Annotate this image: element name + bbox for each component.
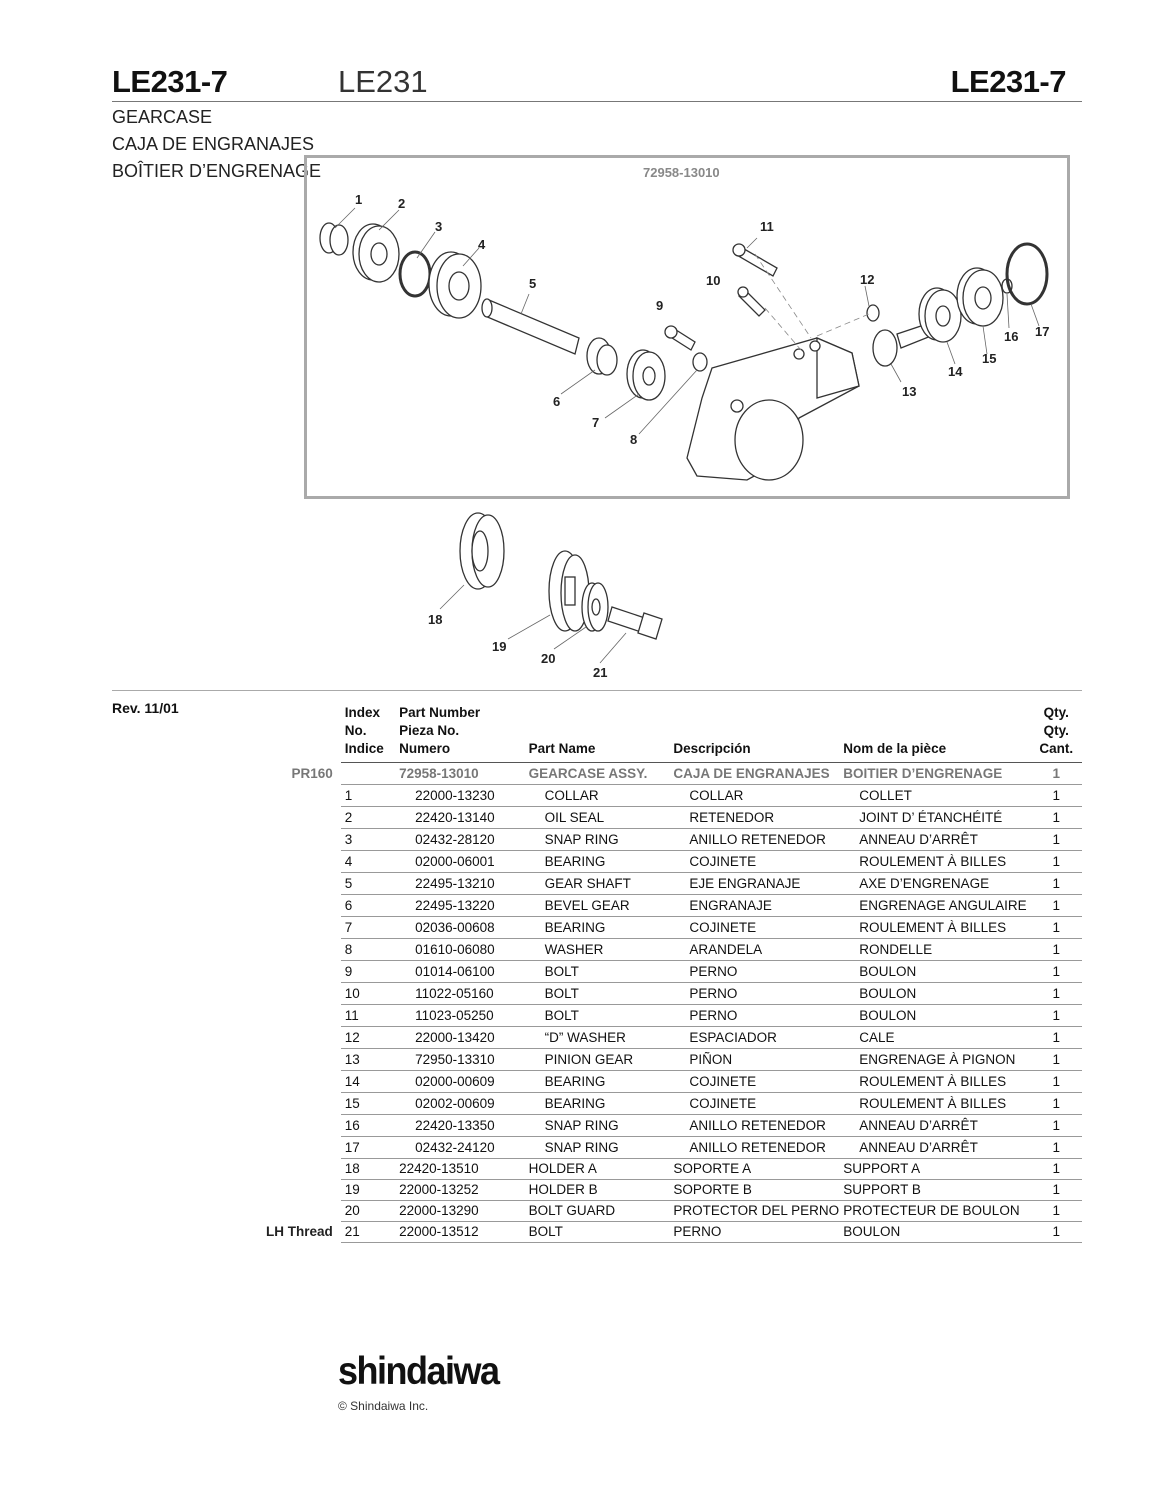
cell-part-name: SNAP RING: [525, 1137, 670, 1159]
cell-qty: 1: [1027, 895, 1082, 917]
cell-part-number: 22000-13230: [395, 785, 525, 807]
assembly-row: [262, 763, 1082, 785]
cell-nom: CALE: [839, 1027, 1026, 1049]
assembly-ref-label: 72958-13010: [643, 165, 720, 180]
cell-nom: ROULEMENT À BILLES: [839, 851, 1026, 873]
cell-part-number: 02432-28120: [395, 829, 525, 851]
shindaiwa-logo: shindaiwa: [338, 1348, 499, 1393]
cell-part-number: 22495-13220: [395, 895, 525, 917]
table-row: [262, 1005, 1082, 1027]
cell-qty: 1: [1027, 1027, 1082, 1049]
row-label: LH Thread: [266, 1224, 333, 1239]
exploded-diagram: [304, 155, 1070, 499]
cell-index: 15: [341, 1093, 395, 1115]
row-label: [262, 851, 341, 873]
cell-part-number: 02002-00609: [395, 1093, 525, 1115]
cell-descripcion: PERNO: [669, 1222, 839, 1243]
cell-part-name: PINION GEAR: [525, 1049, 670, 1071]
table-header-row: [262, 704, 1082, 763]
cell-qty: 1: [1027, 1222, 1082, 1243]
doc-code-right: LE231-7: [950, 64, 1066, 99]
row-label: [262, 873, 341, 895]
callout-15: 15: [982, 351, 997, 366]
cell-part-name: SNAP RING: [525, 829, 670, 851]
row-label: [262, 1180, 341, 1201]
table-row: [262, 1071, 1082, 1093]
cell-part-number: 22000-13290: [395, 1201, 525, 1222]
cell-descripcion: SOPORTE B: [669, 1180, 839, 1201]
cell-part-name: BEARING: [525, 917, 670, 939]
cell-index: 11: [341, 1005, 395, 1027]
cell-nom: ENGRENAGE ANGULAIRE: [839, 895, 1026, 917]
cell-nom: ANNEAU D’ARRÊT: [839, 1137, 1026, 1159]
col-nom: Nom de la pièce: [839, 704, 1026, 763]
cell-nom: SUPPORT B: [839, 1180, 1026, 1201]
cell-part-name: SNAP RING: [525, 1115, 670, 1137]
cell-part-name: “D” WASHER: [525, 1027, 670, 1049]
cell-part-number: 11022-05160: [395, 983, 525, 1005]
callout-10: 10: [706, 273, 721, 288]
cell-descripcion: ESPACIADOR: [669, 1027, 839, 1049]
cell-nom: ROULEMENT À BILLES: [839, 1093, 1026, 1115]
cell-index: 17: [341, 1137, 395, 1159]
table-row: [262, 807, 1082, 829]
row-label: [262, 895, 341, 917]
callout-18: 18: [428, 612, 443, 627]
col-descripcion: Descripción: [669, 704, 839, 763]
col-qty: Qty. Qty. Cant.: [1027, 704, 1082, 763]
cell-nom: BOULON: [839, 961, 1026, 983]
cell-nom: ENGRENAGE À PIGNON: [839, 1049, 1026, 1071]
holder-parts-drawing: [400, 505, 700, 685]
callout-20: 20: [541, 651, 556, 666]
cell-nom: ROULEMENT À BILLES: [839, 1071, 1026, 1093]
cell-index: 18: [341, 1159, 395, 1180]
table-row: [262, 1115, 1082, 1137]
cell-index: 3: [341, 829, 395, 851]
assembly-label: PR160: [291, 766, 333, 781]
cell-index: 8: [341, 939, 395, 961]
cell-index: 4: [341, 851, 395, 873]
callout-19: 19: [492, 639, 507, 654]
parts-table: [262, 704, 1082, 1243]
cell-descripcion: PERNO: [669, 961, 839, 983]
assembly-nom: BOITIER D’ENGRENAGE: [839, 763, 1026, 785]
cell-descripcion: ANILLO RETENEDOR: [669, 829, 839, 851]
cell-descripcion: EJE ENGRANAJE: [669, 873, 839, 895]
cell-part-number: 01610-06080: [395, 939, 525, 961]
cell-part-number: 02036-00608: [395, 917, 525, 939]
row-label: [262, 917, 341, 939]
assembly-descripcion: CAJA DE ENGRANAJES: [669, 763, 839, 785]
cell-index: 12: [341, 1027, 395, 1049]
cell-part-name: BOLT: [525, 983, 670, 1005]
cell-qty: 1: [1027, 873, 1082, 895]
callout-7: 7: [592, 415, 600, 430]
row-label: [262, 961, 341, 983]
cell-descripcion: COLLAR: [669, 785, 839, 807]
cell-part-number: 22420-13350: [395, 1115, 525, 1137]
row-label: [262, 1093, 341, 1115]
cell-nom: BOULON: [839, 1222, 1026, 1243]
cell-part-number: 22420-13510: [395, 1159, 525, 1180]
callout-1: 1: [355, 192, 363, 207]
cell-nom: BOULON: [839, 983, 1026, 1005]
cell-descripcion: COJINETE: [669, 1093, 839, 1115]
cell-qty: 1: [1027, 1049, 1082, 1071]
section-titles: [112, 104, 321, 185]
table-row: [262, 829, 1082, 851]
callout-2: 2: [398, 196, 406, 211]
cell-qty: 1: [1027, 851, 1082, 873]
cell-qty: 1: [1027, 1115, 1082, 1137]
cell-descripcion: RETENEDOR: [669, 807, 839, 829]
model-name: LE231: [338, 64, 428, 99]
cell-descripcion: PERNO: [669, 1005, 839, 1027]
cell-nom: COLLET: [839, 785, 1026, 807]
title-en: GEARCASE: [112, 107, 213, 127]
cell-part-number: 02432-24120: [395, 1137, 525, 1159]
table-row: [262, 1201, 1082, 1222]
table-row: [262, 983, 1082, 1005]
cell-index: 14: [341, 1071, 395, 1093]
cell-qty: 1: [1027, 1071, 1082, 1093]
cell-qty: 1: [1027, 939, 1082, 961]
table-row: [262, 1137, 1082, 1159]
cell-part-name: BEARING: [525, 851, 670, 873]
table-row: [262, 1027, 1082, 1049]
cell-index: 21: [341, 1222, 395, 1243]
table-row: [262, 785, 1082, 807]
table-row: [262, 1159, 1082, 1180]
cell-qty: 1: [1027, 1005, 1082, 1027]
cell-nom: RONDELLE: [839, 939, 1026, 961]
table-row: [262, 1180, 1082, 1201]
cell-index: 2: [341, 807, 395, 829]
cell-index: 5: [341, 873, 395, 895]
cell-descripcion: PROTECTOR DEL PERNO: [669, 1201, 839, 1222]
blade-holder-exploded-view: [400, 505, 700, 685]
table-row: [262, 1049, 1082, 1071]
col-part-name: Part Name: [525, 704, 670, 763]
row-label: [262, 1005, 341, 1027]
cell-index: 1: [341, 785, 395, 807]
cell-qty: 1: [1027, 807, 1082, 829]
table-row: [262, 873, 1082, 895]
row-label: [262, 1115, 341, 1137]
cell-index: 20: [341, 1201, 395, 1222]
cell-part-name: WASHER: [525, 939, 670, 961]
table-row: [262, 1093, 1082, 1115]
assembly-part-name: GEARCASE ASSY.: [525, 763, 670, 785]
callout-9: 9: [656, 298, 664, 313]
callout-6: 6: [553, 394, 561, 409]
cell-part-name: BOLT: [525, 1005, 670, 1027]
table-row: [262, 961, 1082, 983]
cell-index: 13: [341, 1049, 395, 1071]
row-label: [262, 1201, 341, 1222]
col-index: Index No. Indice: [341, 704, 395, 763]
cell-nom: ANNEAU D’ARRÊT: [839, 1115, 1026, 1137]
cell-qty: 1: [1027, 917, 1082, 939]
cell-nom: SUPPORT A: [839, 1159, 1026, 1180]
cell-nom: ANNEAU D’ARRÊT: [839, 829, 1026, 851]
cell-part-number: 22420-13140: [395, 807, 525, 829]
cell-index: 6: [341, 895, 395, 917]
cell-nom: JOINT D’ ÉTANCHÉITÉ: [839, 807, 1026, 829]
table-row: [262, 939, 1082, 961]
row-label: [262, 1071, 341, 1093]
cell-part-number: 22000-13512: [395, 1222, 525, 1243]
cell-qty: 1: [1027, 829, 1082, 851]
cell-part-name: BEARING: [525, 1071, 670, 1093]
revision-label: Rev. 11/01: [112, 700, 179, 716]
assembly-part-number: 72958-13010: [395, 763, 525, 785]
cell-descripcion: ARANDELA: [669, 939, 839, 961]
cell-index: 19: [341, 1180, 395, 1201]
cell-part-number: 22495-13210: [395, 873, 525, 895]
row-label: [262, 983, 341, 1005]
cell-part-name: BEVEL GEAR: [525, 895, 670, 917]
doc-code-left: LE231-7: [112, 64, 228, 99]
parts-table-wrap: [262, 704, 1082, 1243]
cell-nom: BOULON: [839, 1005, 1026, 1027]
cell-nom: PROTECTEUR DE BOULON: [839, 1201, 1026, 1222]
cell-qty: 1: [1027, 1159, 1082, 1180]
cell-part-name: BOLT GUARD: [525, 1201, 670, 1222]
col-part-number: Part Number Pieza No. Numero: [395, 704, 525, 763]
cell-part-number: 22000-13420: [395, 1027, 525, 1049]
cell-qty: 1: [1027, 1093, 1082, 1115]
cell-part-name: BOLT: [525, 1222, 670, 1243]
cell-descripcion: ANILLO RETENEDOR: [669, 1137, 839, 1159]
callout-3: 3: [435, 219, 443, 234]
assembly-qty: 1: [1027, 763, 1082, 785]
table-row: [262, 895, 1082, 917]
row-label: [262, 939, 341, 961]
cell-part-name: HOLDER A: [525, 1159, 670, 1180]
cell-descripcion: COJINETE: [669, 851, 839, 873]
cell-part-number: 02000-06001: [395, 851, 525, 873]
cell-nom: AXE D’ENGRENAGE: [839, 873, 1026, 895]
cell-descripcion: ANILLO RETENEDOR: [669, 1115, 839, 1137]
cell-qty: 1: [1027, 1137, 1082, 1159]
copyright: © Shindaiwa Inc.: [338, 1399, 429, 1413]
callout-16: 16: [1004, 329, 1019, 344]
callout-14: 14: [948, 364, 963, 379]
cell-descripcion: SOPORTE A: [669, 1159, 839, 1180]
header-rule: [112, 101, 1082, 102]
cell-index: 7: [341, 917, 395, 939]
cell-qty: 1: [1027, 1180, 1082, 1201]
cell-part-name: COLLAR: [525, 785, 670, 807]
cell-nom: ROULEMENT À BILLES: [839, 917, 1026, 939]
cell-descripcion: PERNO: [669, 983, 839, 1005]
cell-index: 10: [341, 983, 395, 1005]
cell-part-number: 11023-05250: [395, 1005, 525, 1027]
cell-part-name: BEARING: [525, 1093, 670, 1115]
table-row: [262, 917, 1082, 939]
cell-qty: 1: [1027, 785, 1082, 807]
cell-descripcion: ENGRANAJE: [669, 895, 839, 917]
callout-12: 12: [860, 272, 875, 287]
callout-11: 11: [760, 219, 774, 234]
cell-qty: 1: [1027, 961, 1082, 983]
cell-descripcion: PIÑON: [669, 1049, 839, 1071]
cell-part-name: BOLT: [525, 961, 670, 983]
callout-5: 5: [529, 276, 537, 291]
cell-qty: 1: [1027, 1201, 1082, 1222]
callout-13: 13: [902, 384, 917, 399]
row-label: [262, 1159, 341, 1180]
row-label: [262, 785, 341, 807]
row-label: [262, 1137, 341, 1159]
row-label: [262, 1027, 341, 1049]
callout-17: 17: [1035, 324, 1050, 339]
cell-descripcion: COJINETE: [669, 1071, 839, 1093]
table-row: [262, 851, 1082, 873]
title-es: CAJA DE ENGRANAJES: [112, 134, 315, 154]
callout-21: 21: [593, 665, 608, 680]
table-row: [262, 1222, 1082, 1243]
callout-8: 8: [630, 432, 638, 447]
cell-qty: 1: [1027, 983, 1082, 1005]
cell-part-name: HOLDER B: [525, 1180, 670, 1201]
cell-part-name: OIL SEAL: [525, 807, 670, 829]
cell-part-name: GEAR SHAFT: [525, 873, 670, 895]
row-label: [262, 807, 341, 829]
cell-part-number: 01014-06100: [395, 961, 525, 983]
cell-descripcion: COJINETE: [669, 917, 839, 939]
callout-4: 4: [478, 237, 486, 252]
cell-index: 16: [341, 1115, 395, 1137]
row-label: [262, 829, 341, 851]
section-rule: [112, 690, 1082, 691]
row-label: [262, 1049, 341, 1071]
cell-part-number: 72950-13310: [395, 1049, 525, 1071]
cell-part-number: 22000-13252: [395, 1180, 525, 1201]
cell-index: 9: [341, 961, 395, 983]
cell-part-number: 02000-00609: [395, 1071, 525, 1093]
gearcase-exploded-view: [307, 158, 1067, 496]
title-fr: BOÎTIER D’ENGRENAGE: [112, 161, 322, 181]
